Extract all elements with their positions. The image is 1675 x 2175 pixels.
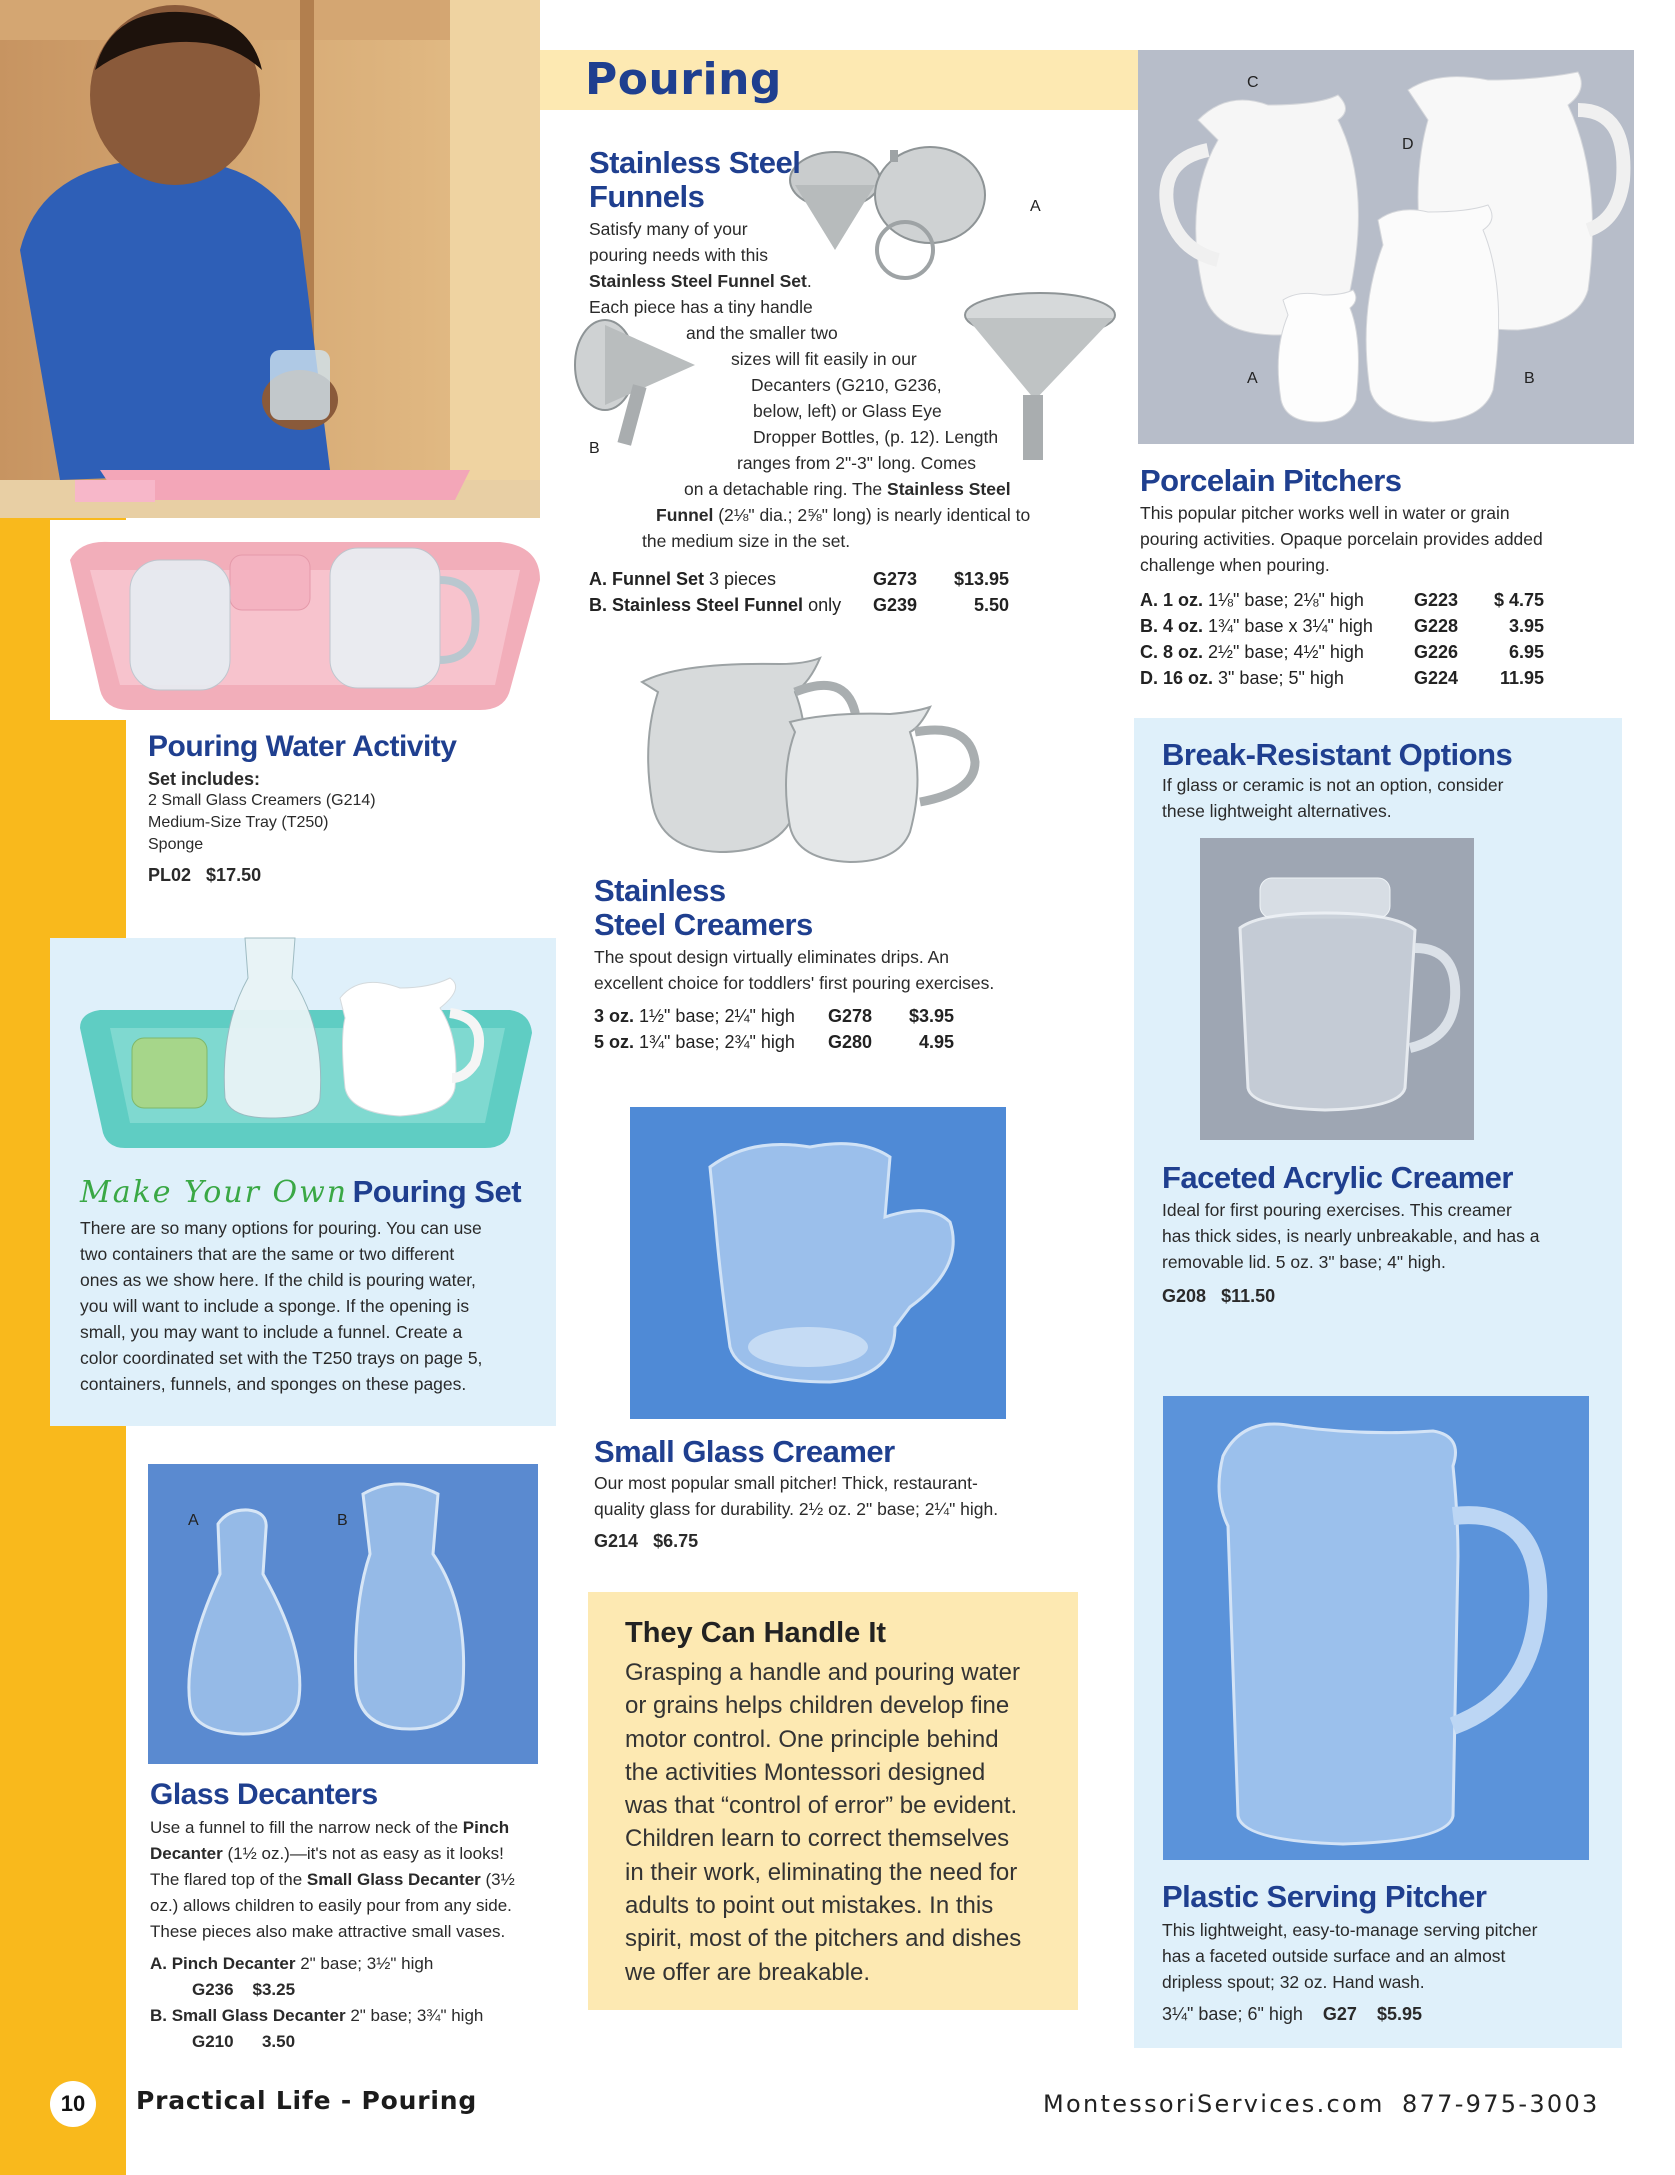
text-run: 1¾" base; 2¾" high bbox=[634, 1032, 795, 1052]
body-line: removable lid. 5 oz. 3" base; 4" high. bbox=[1162, 1252, 1446, 1272]
item-code: G224 bbox=[1414, 668, 1459, 688]
body-line: challenge when pouring. bbox=[1140, 555, 1330, 575]
body-line: has thick sides, is nearly unbreakable, and has a bbox=[1162, 1226, 1540, 1246]
body-line: ones as we show here. If the child is pouring water, bbox=[80, 1270, 476, 1290]
price-row bbox=[1140, 587, 1544, 613]
body-line: Each piece has a tiny handle bbox=[589, 297, 813, 317]
body-line: Grasping a handle and pouring water bbox=[625, 1659, 1020, 1686]
funnels-price-list bbox=[589, 566, 1009, 618]
body-line: There are so many options for pouring. You can use bbox=[80, 1218, 482, 1238]
item-price: $6.75 bbox=[653, 1531, 699, 1551]
text-run: 1¾" base x 3¼" high bbox=[1203, 616, 1373, 636]
text-run: (2⅛" dia.; 2⅝" long) is nearly identical to bbox=[713, 505, 1031, 525]
decanters-title: Glass Decanters bbox=[150, 1778, 378, 1811]
price-row bbox=[1140, 665, 1544, 691]
item-price: 3.95 bbox=[1508, 616, 1544, 636]
text-run: A. Funnel Set bbox=[589, 569, 705, 589]
body-line bbox=[589, 476, 1069, 502]
body-line: If glass or ceramic is not an option, consider bbox=[1162, 775, 1504, 795]
item-price: $3.25 bbox=[252, 1980, 296, 1999]
title-line: Steel Creamers bbox=[594, 907, 813, 942]
text-run: 1½" base; 2¼" high bbox=[634, 1006, 795, 1026]
text-run: Decanter bbox=[150, 1844, 223, 1863]
item-price: 4.95 bbox=[918, 1032, 954, 1052]
body-line: below, left) or Glass Eye bbox=[753, 401, 942, 421]
pouring-water-price-row bbox=[148, 864, 376, 886]
text-run: B. Stainless Steel Funnel bbox=[589, 595, 804, 615]
item-code: G228 bbox=[1414, 616, 1459, 636]
plastic-title: Plastic Serving Pitcher bbox=[1162, 1879, 1487, 1914]
acrylic-body bbox=[1162, 1197, 1602, 1309]
text-run: only bbox=[803, 595, 842, 615]
decanter-item-b bbox=[150, 2003, 550, 2029]
make-your-own-title: Pouring Set bbox=[352, 1174, 522, 1209]
body-line: Dropper Bottles, (p. 12). Length bbox=[753, 427, 999, 447]
item-code: G236 bbox=[192, 1980, 234, 1999]
item-price: 11.95 bbox=[1499, 668, 1544, 688]
funnels-title bbox=[589, 146, 800, 214]
body-line: adults to point out mistakes. In this bbox=[625, 1892, 994, 1920]
porcelain-label-b: B bbox=[1524, 370, 1535, 387]
set-item: Medium-Size Tray (T250) bbox=[148, 814, 329, 831]
text-run: Use a funnel to fill the narrow neck of the bbox=[150, 1818, 463, 1837]
small-glass-creamer-photo bbox=[630, 1107, 1006, 1419]
decanters-line bbox=[150, 1867, 550, 1893]
page-number: 10 bbox=[50, 2081, 96, 2127]
body-line: Satisfy many of your bbox=[589, 219, 748, 239]
body-line: pouring needs with this bbox=[589, 245, 768, 265]
handle-it-body bbox=[625, 1656, 1065, 1989]
teal-tray-set-photo bbox=[70, 918, 540, 1158]
pouring-water-details bbox=[148, 768, 376, 886]
price-row bbox=[1140, 639, 1544, 665]
item-price: $17.50 bbox=[206, 865, 262, 885]
body-line: quality glass for durability. 2½ oz. 2" base; 2¼" high. bbox=[594, 1499, 999, 1519]
body-line: ranges from 2"-3" long. Comes bbox=[737, 453, 977, 473]
acrylic-title: Faceted Acrylic Creamer bbox=[1162, 1160, 1513, 1195]
decanters-line bbox=[150, 1815, 550, 1841]
porcelain-label-c: C bbox=[1247, 74, 1259, 91]
text-run: A. 1 oz. bbox=[1140, 590, 1204, 610]
body-line: small, you may want to include a funnel. Create a bbox=[80, 1322, 463, 1342]
funnel-label-b: B bbox=[589, 440, 600, 457]
pouring-water-activity-photo bbox=[50, 520, 550, 720]
price-desc bbox=[594, 1029, 828, 1055]
break-resistant-title: Break-Resistant Options bbox=[1162, 737, 1513, 772]
decanters-line: oz.) allows children to easily pour from any side. bbox=[150, 1896, 512, 1915]
price-row bbox=[594, 1029, 954, 1055]
steel-creamers-price-list bbox=[594, 1003, 954, 1055]
price-row bbox=[594, 1003, 954, 1029]
text-run: Small Glass Decanter bbox=[306, 1870, 481, 1889]
steel-creamers-body bbox=[594, 944, 1064, 996]
item-price: 3.50 bbox=[261, 2032, 296, 2051]
title-line: Funnels bbox=[589, 179, 705, 214]
footer-section-title: Practical Life - Pouring bbox=[136, 2086, 478, 2115]
child-pouring-photo bbox=[0, 0, 540, 518]
text-run: 5 oz. bbox=[594, 1032, 635, 1052]
porcelain-label-a: A bbox=[1247, 370, 1258, 387]
steel-creamers-photo bbox=[630, 652, 1010, 872]
body-line: these lightweight alternatives. bbox=[1162, 801, 1392, 821]
funnel-label-a: A bbox=[1030, 198, 1041, 215]
decanters-body bbox=[150, 1815, 550, 2055]
porcelain-pitchers-photo bbox=[1138, 50, 1634, 444]
text-run: on a detachable ring. The bbox=[684, 479, 888, 499]
acrylic-price-row bbox=[1162, 1283, 1602, 1309]
body-line: and the smaller two bbox=[686, 323, 838, 343]
body-line: pouring activities. Opaque porcelain provides added bbox=[1140, 529, 1543, 549]
item-price: $13.95 bbox=[953, 569, 1009, 589]
body-line: dripless spout; 32 oz. Hand wash. bbox=[1162, 1972, 1425, 1992]
set-item: Sponge bbox=[148, 836, 204, 853]
price-row bbox=[1140, 613, 1544, 639]
item-code: G210 bbox=[192, 2032, 234, 2051]
body-line: you will want to include a sponge. If the opening is bbox=[80, 1296, 470, 1316]
item-code: G226 bbox=[1414, 642, 1459, 662]
price-desc bbox=[1140, 639, 1414, 665]
body-line: The spout design virtually eliminates drips. An bbox=[594, 947, 950, 967]
item-code: PL02 bbox=[148, 865, 192, 885]
price-row bbox=[589, 566, 1009, 592]
porcelain-price-list bbox=[1140, 587, 1544, 691]
decanter-label-a: A bbox=[188, 1512, 199, 1529]
body-line: motor control. One principle behind bbox=[625, 1725, 999, 1753]
body-line: the medium size in the set. bbox=[642, 531, 851, 551]
item-price: $ 4.75 bbox=[1493, 590, 1544, 610]
text-run: A. Pinch Decanter bbox=[150, 1954, 296, 1973]
plastic-price-row bbox=[1162, 2001, 1602, 2027]
porcelain-body bbox=[1140, 500, 1620, 578]
item-price: $3.95 bbox=[908, 1006, 954, 1026]
item-code: G223 bbox=[1414, 590, 1459, 610]
body-line: the activities Montessori designed bbox=[625, 1758, 986, 1786]
text-run: (1½ oz.)—it's not as easy as it looks! bbox=[222, 1844, 504, 1863]
item-price: 6.95 bbox=[1508, 642, 1544, 662]
plastic-pitcher-photo bbox=[1163, 1396, 1589, 1860]
footer-website: MontessoriServices.com bbox=[1043, 2090, 1385, 2118]
text-run: B. 4 oz. bbox=[1140, 616, 1204, 636]
text-run: Funnel bbox=[656, 505, 714, 525]
glass-decanters-photo bbox=[148, 1464, 538, 1764]
decanters-line bbox=[150, 1841, 550, 1867]
item-code: G273 bbox=[873, 569, 918, 589]
body-line: excellent choice for toddlers' first pouring exercises. bbox=[594, 973, 995, 993]
text-run: 2" base; 3½" high bbox=[295, 1954, 434, 1973]
text-run: D. 16 oz. bbox=[1140, 668, 1214, 688]
text-run: 3 oz. bbox=[594, 1006, 635, 1026]
body-line: was that “control of error” be evident. bbox=[625, 1792, 1018, 1820]
text-run: Stainless Steel bbox=[887, 479, 1011, 499]
make-your-own-heading bbox=[80, 1174, 521, 1210]
body-line: Our most popular small pitcher! Thick, restaurant- bbox=[594, 1473, 978, 1493]
body-line: containers, funnels, and sponges on these pages. bbox=[80, 1374, 467, 1394]
price-desc bbox=[594, 1003, 828, 1029]
text-run: 3 pieces bbox=[704, 569, 777, 589]
body-line bbox=[589, 268, 1069, 294]
price-desc bbox=[589, 566, 873, 592]
funnels-body bbox=[589, 216, 1069, 554]
text-run: C. 8 oz. bbox=[1140, 642, 1204, 662]
decanter-item-a bbox=[150, 1951, 550, 1977]
price-desc bbox=[1140, 665, 1414, 691]
pouring-water-title: Pouring Water Activity bbox=[148, 730, 457, 763]
item-code: G27 bbox=[1322, 2004, 1357, 2024]
decanter-label-b: B bbox=[337, 1512, 348, 1529]
make-your-own-body bbox=[80, 1215, 540, 1397]
body-line: we offer are breakable. bbox=[625, 1958, 871, 1986]
body-line: Decanters (G210, G236, bbox=[751, 375, 942, 395]
handle-it-title: They Can Handle It bbox=[625, 1617, 887, 1649]
porcelain-title: Porcelain Pitchers bbox=[1140, 463, 1402, 498]
item-code: G239 bbox=[873, 595, 918, 615]
body-line: color coordinated set with the T250 trays on page 5, bbox=[80, 1348, 483, 1368]
make-your-own-script: Make Your Own bbox=[80, 1175, 349, 1210]
body-line: spirit, most of the pitchers and dishes bbox=[625, 1925, 1022, 1953]
small-glass-body bbox=[594, 1470, 1074, 1554]
text-run: Pinch bbox=[462, 1818, 510, 1837]
item-code: G208 bbox=[1162, 1286, 1207, 1306]
body-line: This popular pitcher works well in water or grain bbox=[1140, 503, 1510, 523]
item-code: G280 bbox=[828, 1032, 873, 1052]
body-line: Ideal for first pouring exercises. This creamer bbox=[1162, 1200, 1512, 1220]
text-run: 3" base; 5" high bbox=[1213, 668, 1344, 688]
item-price: $11.50 bbox=[1221, 1286, 1276, 1306]
body-line: two containers that are the same or two different bbox=[80, 1244, 455, 1264]
price-desc bbox=[1140, 587, 1414, 613]
title-line: Stainless bbox=[594, 873, 726, 908]
small-glass-title: Small Glass Creamer bbox=[594, 1434, 895, 1469]
footer-phone: 877-975-3003 bbox=[1402, 2090, 1600, 2118]
body-line: This lightweight, easy-to-manage serving pitcher bbox=[1162, 1920, 1538, 1940]
plastic-body bbox=[1162, 1917, 1602, 2027]
price-desc bbox=[1140, 613, 1414, 639]
steel-creamers-title bbox=[594, 874, 813, 942]
item-price: $5.95 bbox=[1376, 2004, 1422, 2024]
body-line: in their work, eliminating the need for bbox=[625, 1858, 1018, 1886]
set-includes-label: Set includes: bbox=[148, 769, 261, 789]
break-resistant-body bbox=[1162, 772, 1602, 824]
price-desc bbox=[589, 592, 873, 618]
decanter-item-a-price bbox=[150, 1977, 550, 2003]
item-price: 5.50 bbox=[973, 595, 1009, 615]
body-line: sizes will fit easily in our bbox=[731, 349, 917, 369]
text-run: Stainless Steel Funnel Set bbox=[589, 271, 807, 291]
page-title: Pouring bbox=[585, 54, 782, 105]
text-run: . bbox=[806, 271, 812, 291]
body-line: has a faceted outside surface and an almost bbox=[1162, 1946, 1506, 1966]
porcelain-label-d: D bbox=[1402, 136, 1414, 153]
set-item: 2 Small Glass Creamers (G214) bbox=[148, 792, 376, 809]
text-run: 2½" base; 4½" high bbox=[1203, 642, 1364, 662]
text-run: (3½ bbox=[480, 1870, 515, 1889]
body-line: Children learn to correct themselves bbox=[625, 1825, 1010, 1853]
text-run: 2" base; 3¾" high bbox=[345, 2006, 484, 2025]
item-code: G278 bbox=[828, 1006, 873, 1026]
body-line bbox=[589, 502, 1069, 528]
item-code: G214 bbox=[594, 1531, 639, 1551]
acrylic-creamer-photo bbox=[1200, 838, 1474, 1140]
decanter-item-b-price bbox=[150, 2029, 550, 2055]
text-run: The flared top of the bbox=[150, 1870, 307, 1889]
body-line: or grains helps children develop fine bbox=[625, 1692, 1010, 1720]
item-spec: 3¼" base; 6" high bbox=[1162, 2004, 1303, 2024]
small-glass-price-row bbox=[594, 1528, 1074, 1554]
text-run: 1⅛" base; 2⅛" high bbox=[1203, 590, 1364, 610]
text-run: B. Small Glass Decanter bbox=[150, 2006, 346, 2025]
decanters-line: These pieces also make attractive small vases. bbox=[150, 1922, 506, 1941]
price-row bbox=[589, 592, 1009, 618]
title-line: Stainless Steel bbox=[589, 145, 801, 180]
